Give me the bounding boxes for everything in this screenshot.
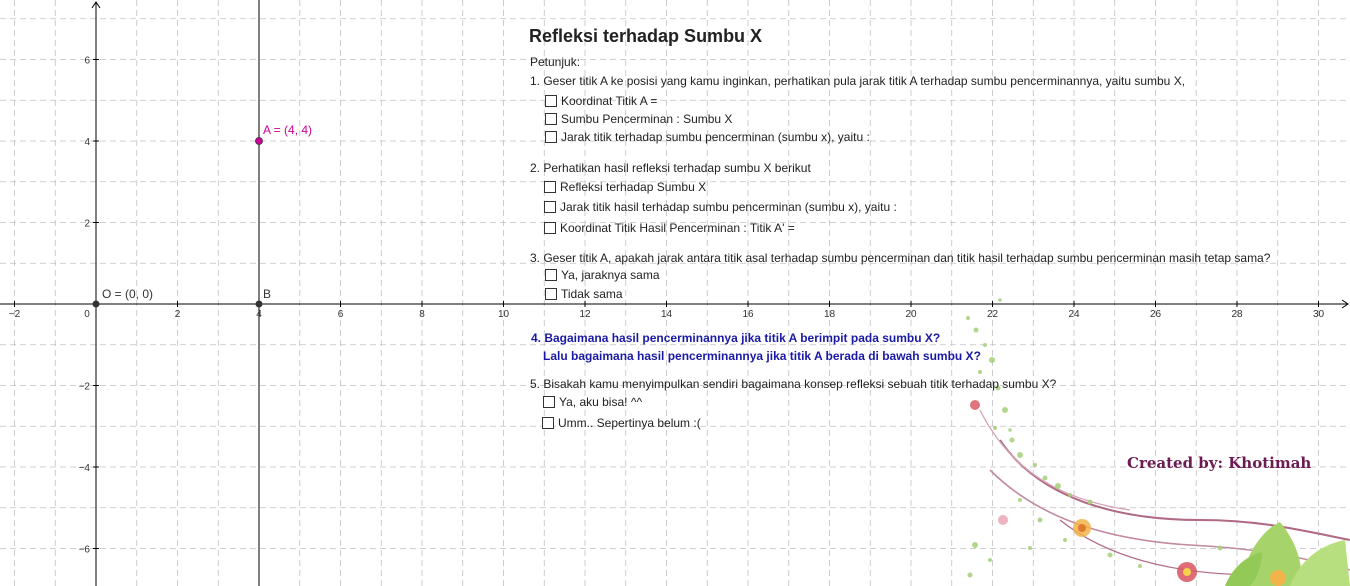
question-1: 1. Geser titik A ke posisi yang kamu inginkan, perhatikan pula jarak titik A terhadap sumbu pencerminannya, yaitu sumbu X, xyxy=(530,74,1186,88)
y-tick-label: 4 xyxy=(84,137,90,148)
y-tick-label: 6 xyxy=(84,55,90,67)
y-tick-label: −2 xyxy=(78,381,90,393)
checkbox-label: Ya, aku bisa! ^^ xyxy=(559,395,643,409)
checkbox-label: Ya, jaraknya sama xyxy=(561,268,660,282)
checkbox-box[interactable] xyxy=(543,396,555,408)
point-a[interactable] xyxy=(256,138,263,145)
checkbox-ya-sama[interactable] xyxy=(545,268,660,282)
floral-decoration xyxy=(966,298,1350,586)
checkbox-box[interactable] xyxy=(545,95,557,107)
checkbox-koordinat-a[interactable] xyxy=(545,94,657,108)
x-tick-label: 12 xyxy=(579,309,591,320)
checkbox-box[interactable] xyxy=(545,131,557,143)
x-tick-label: 10 xyxy=(497,309,510,320)
checkbox-box[interactable] xyxy=(545,288,557,300)
checkbox-sumbu-pencerminan[interactable] xyxy=(545,112,732,126)
x-tick-label: 26 xyxy=(1149,309,1162,320)
x-tick-label: −2 xyxy=(8,309,21,320)
checkbox-box[interactable] xyxy=(545,269,557,281)
checkbox-jarak-hasil[interactable] xyxy=(544,200,897,214)
points-layer xyxy=(93,123,313,308)
checkbox-box[interactable] xyxy=(544,222,556,234)
y-tick-label: −4 xyxy=(78,463,90,474)
x-tick-label: 22 xyxy=(986,309,999,320)
checkbox-refleksi[interactable] xyxy=(544,180,706,194)
credit-text: Created by: Khotimah xyxy=(1127,454,1312,472)
checkbox-label: Jarak titik terhadap sumbu pencerminan (sumbu x), yaitu : xyxy=(561,130,870,144)
x-tick-label: 6 xyxy=(337,309,344,320)
checkbox-label: Koordinat Titik A = xyxy=(561,94,658,108)
checkbox-label: Jarak titik hasil terhadap sumbu pencerminan (sumbu x), yaitu : xyxy=(560,200,897,214)
point-a-label: A = (4, 4) xyxy=(263,123,313,137)
y-tick-label: −6 xyxy=(78,544,90,556)
panel-title: Refleksi terhadap Sumbu X xyxy=(529,26,763,46)
x-tick-label: 28 xyxy=(1231,309,1243,320)
point-b[interactable] xyxy=(256,301,263,308)
checkbox-box[interactable] xyxy=(544,201,556,213)
y-tick-label: 2 xyxy=(84,218,90,230)
checkbox-box[interactable] xyxy=(542,417,554,429)
checkbox-jarak-titik[interactable] xyxy=(545,130,870,144)
point-o[interactable] xyxy=(93,301,100,308)
point-o-label: O = (0, 0) xyxy=(102,287,154,301)
question-3: 3. Geser titik A, apakah jarak antara titik asal terhadap sumbu pencerminan dan titik hasil terhadap sumbu pencerminan masih tetap sama? xyxy=(530,251,1271,265)
x-tick-label: 20 xyxy=(905,309,917,320)
petunjuk-label: Petunjuk: xyxy=(530,55,581,69)
checkbox-label: Sumbu Pencerminan : Sumbu X xyxy=(561,112,733,126)
x-tick-label: 18 xyxy=(823,309,836,320)
checkbox-box[interactable] xyxy=(545,113,557,125)
checkbox-label: Refleksi terhadap Sumbu X xyxy=(560,180,707,194)
x-tick-label: 0 xyxy=(84,309,90,320)
x-tick-label: 14 xyxy=(660,309,673,320)
question-2: 2. Perhatikan hasil refleksi terhadap sumbu X berikut xyxy=(530,161,811,175)
checkbox-tidak-sama[interactable] xyxy=(545,287,623,301)
x-tick-label: 24 xyxy=(1068,309,1080,320)
x-tick-label: 8 xyxy=(419,309,425,320)
question-4-line-1: 4. Bagaimana hasil pencerminannya jika titik A berimpit pada sumbu X? xyxy=(531,331,941,345)
x-tick-label: 30 xyxy=(1312,309,1325,320)
x-tick-label: 16 xyxy=(742,309,754,320)
checkbox-ya-bisa[interactable] xyxy=(543,395,642,409)
checkbox-koordinat-hasil[interactable] xyxy=(544,221,795,235)
x-tick-label: 4 xyxy=(256,309,262,320)
checkbox-label: Koordinat Titik Hasil Pencerminan : Titik A' = xyxy=(560,221,795,235)
checkbox-label: Umm.. Sepertinya belum :( xyxy=(558,416,701,430)
x-tick-label: 2 xyxy=(174,309,181,320)
checkbox-label: Tidak sama xyxy=(561,287,623,301)
checkbox-belum[interactable] xyxy=(542,416,701,430)
checkbox-box[interactable] xyxy=(544,181,556,193)
point-b-label: B xyxy=(263,287,272,301)
question-4-line-2: Lalu bagaimana hasil pencerminannya jika titik A berada di bawah sumbu X? xyxy=(543,349,981,363)
question-5: 5. Bisakah kamu menyimpulkan sendiri bagaimana konsep refleksi sebuah titik terhadap sumbu X? xyxy=(530,377,1057,391)
